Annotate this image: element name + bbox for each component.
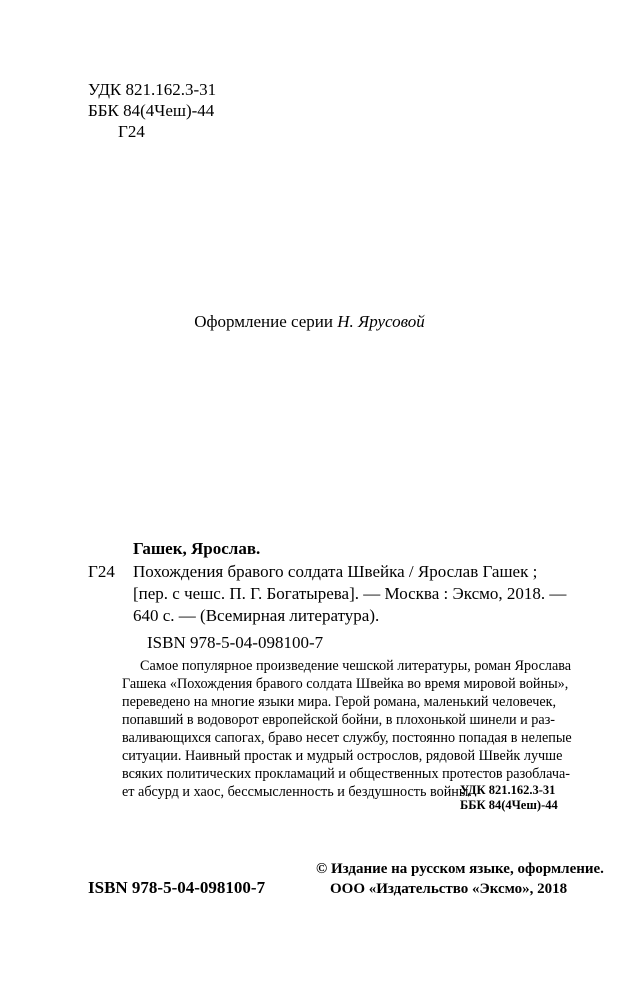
udk-code-top: УДК 821.162.3-31: [88, 80, 217, 99]
catalog-isbn: ISBN 978-5-04-098100-7: [147, 633, 324, 652]
annotation-line: ситуации. Наивный простак и мудрый острослов, рядовой Швейк лучше: [122, 748, 563, 764]
bbk-code-bottom: ББК 84(4Чеш)-44: [460, 798, 558, 812]
annotation-paragraph: [122, 657, 572, 801]
annotation-line: валивающихся сапогах, браво несет службу, постоянно попадая в нелепые: [122, 730, 572, 746]
annotation-line: Самое популярное произведение чешской литературы, роман Ярослава: [140, 658, 572, 674]
catalog-author: Гашек, Ярослав.: [133, 539, 261, 558]
annotation-line: всяких политических прокламаций и общественных протестов разоблача-: [122, 766, 571, 782]
annotation-line: Гашека «Похождения бравого солдата Швейка во время мировой войны»,: [122, 676, 569, 692]
series-design-credit: [0, 312, 619, 332]
author-code-top: Г24: [118, 122, 145, 141]
series-design-label: Оформление серии: [194, 312, 338, 331]
annotation-line: ет абсурд и хаос, бессмысленность и бездушность войны.: [122, 784, 472, 800]
series-designer-name: Н. Ярусовой: [337, 312, 425, 331]
udk-code-bottom: УДК 821.162.3-31: [460, 783, 556, 797]
annotation-line: попавший в водоворот европейской бойни, в плохонькой шинели и раз-: [122, 712, 556, 728]
bbk-code-top: ББК 84(4Чеш)-44: [88, 101, 215, 120]
copyright-line: © Издание на русском языке, оформление.: [316, 861, 604, 877]
catalog-author-code: Г24: [88, 562, 115, 581]
isbn-footer: ISBN 978-5-04-098100-7: [88, 878, 266, 897]
annotation-line: переведено на многие языки мира. Герой романа, маленький человечек,: [122, 694, 557, 710]
catalog-line: 640 с. — (Всемирная литература).: [133, 606, 380, 625]
catalog-line: Похождения бравого солдата Швейка / Ярослав Гашек ;: [133, 562, 538, 581]
catalog-line: [пер. с чешс. П. Г. Богатырева]. — Москва : Эксмо, 2018. —: [133, 584, 567, 603]
copyright-publisher: ООО «Издательство «Эксмо», 2018: [330, 881, 568, 897]
